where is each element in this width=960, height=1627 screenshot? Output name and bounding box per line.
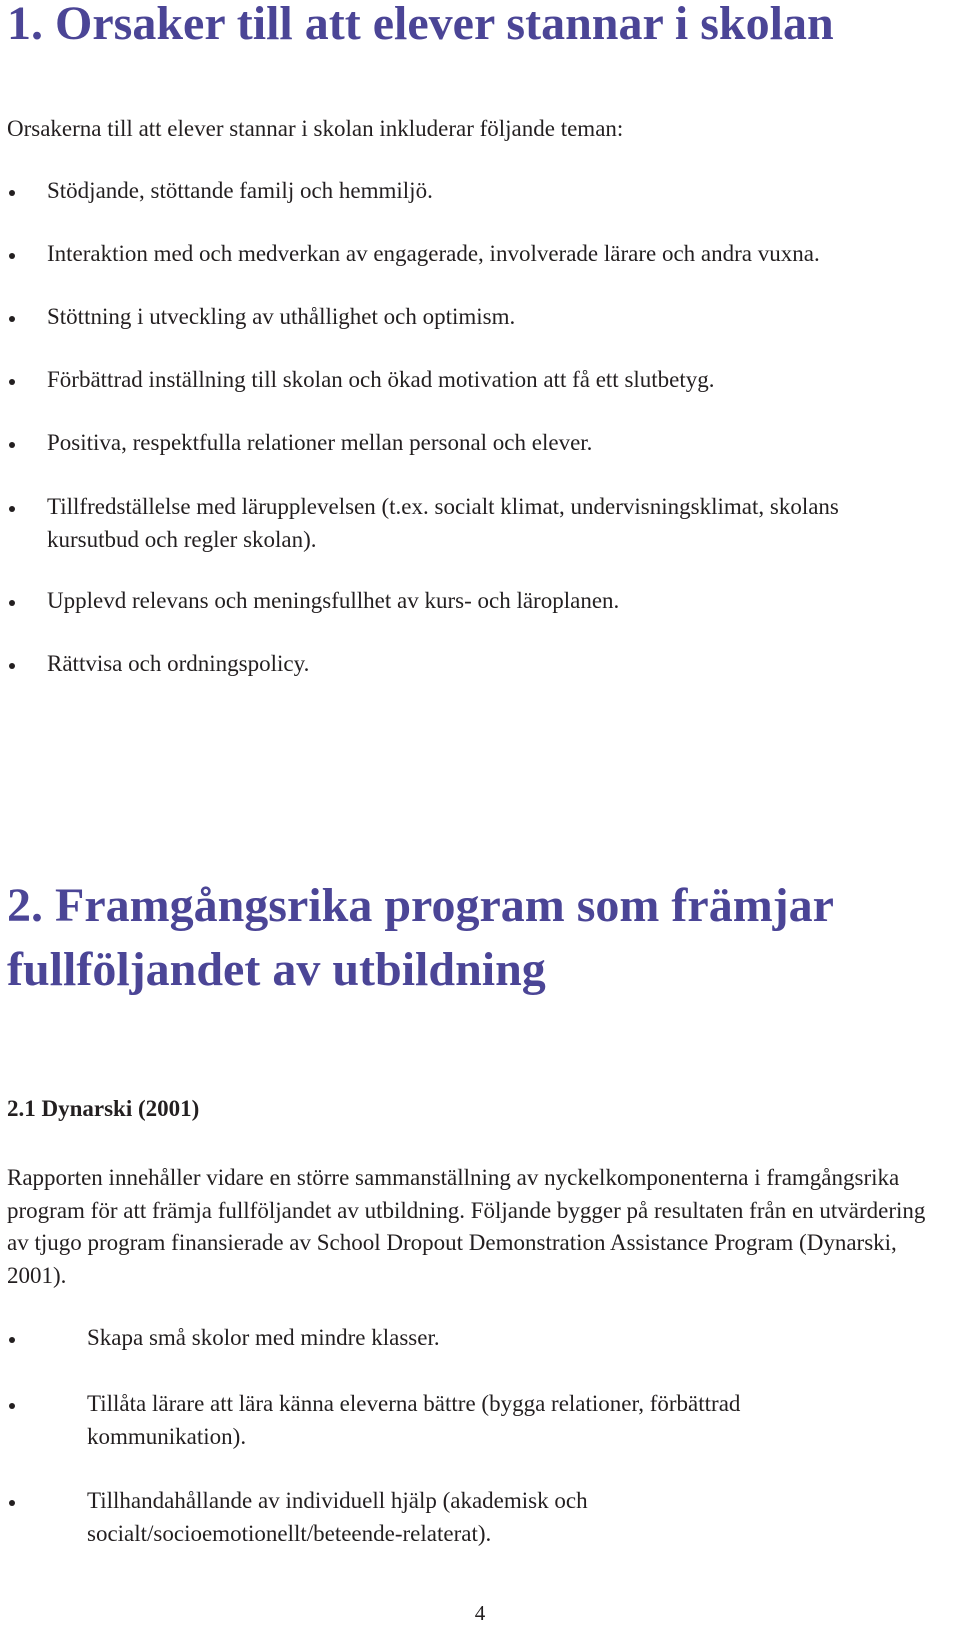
list-item-text: Tillhandahållande av individuell hjälp (akademisk och socialt/socioemotionellt/beteende-relaterat). [87,1488,588,1546]
bullet-icon [9,1500,15,1506]
bullet-icon [9,1337,15,1343]
bullet-icon [9,253,15,259]
bullet-icon [9,506,15,512]
section-2-heading: 2. Framgångsrika program som främjar fullföljandet av utbildning [7,879,834,996]
list-item-text: Tillfredställelse med lärupplevelsen (t.ex. socialt klimat, undervisningsklimat, skolans kursutbud och regler skolan). [47,494,839,552]
section-1-intro: Orsakerna till att elever stannar i skolan inkluderar följande teman: [7,116,624,141]
bullet-icon [9,190,15,196]
list-item-text: Rättvisa och ordningspolicy. [47,651,310,676]
list-item-text: Upplevd relevans och meningsfullhet av kurs- och läroplanen. [47,588,620,613]
list-item-text: Interaktion med och medverkan av engagerade, involverade lärare och andra vuxna. [47,241,820,266]
list-item-text: Positiva, respektfulla relationer mellan personal och elever. [47,430,593,455]
section-2-intro: Rapporten innehåller vidare en större sammanställning av nyckelkomponenterna i framgångsrika program för att främja fullföljandet av utbildning. Följande bygger på resultaten från en utvärdering av tjugo program finansierade av School Dropout Demonstration Assistance Program (Dynarski, 2001). [7,1165,926,1288]
section-1-heading: 1. Orsaker till att elever stannar i skolan [7,0,834,50]
list-item-text: Stödjande, stöttande familj och hemmiljö. [47,178,433,203]
bullet-icon [9,600,15,606]
list-item-text: Skapa små skolor med mindre klasser. [87,1325,440,1350]
list-item-text: Förbättrad inställning till skolan och ökad motivation att få ett slutbetyg. [47,367,715,392]
section-2-1-heading: 2.1 Dynarski (2001) [7,1096,200,1121]
bullet-icon [9,442,15,448]
bullet-icon [9,379,15,385]
list-item-text: Tillåta lärare att lära känna eleverna bättre (bygga relationer, förbättrad kommunikation). [87,1391,741,1449]
list-item-text: Stöttning i utveckling av uthållighet och optimism. [47,304,516,329]
bullet-icon [9,316,15,322]
bullet-icon [9,663,15,669]
page-number: 4 [474,1601,486,1625]
bullet-icon [9,1403,15,1409]
